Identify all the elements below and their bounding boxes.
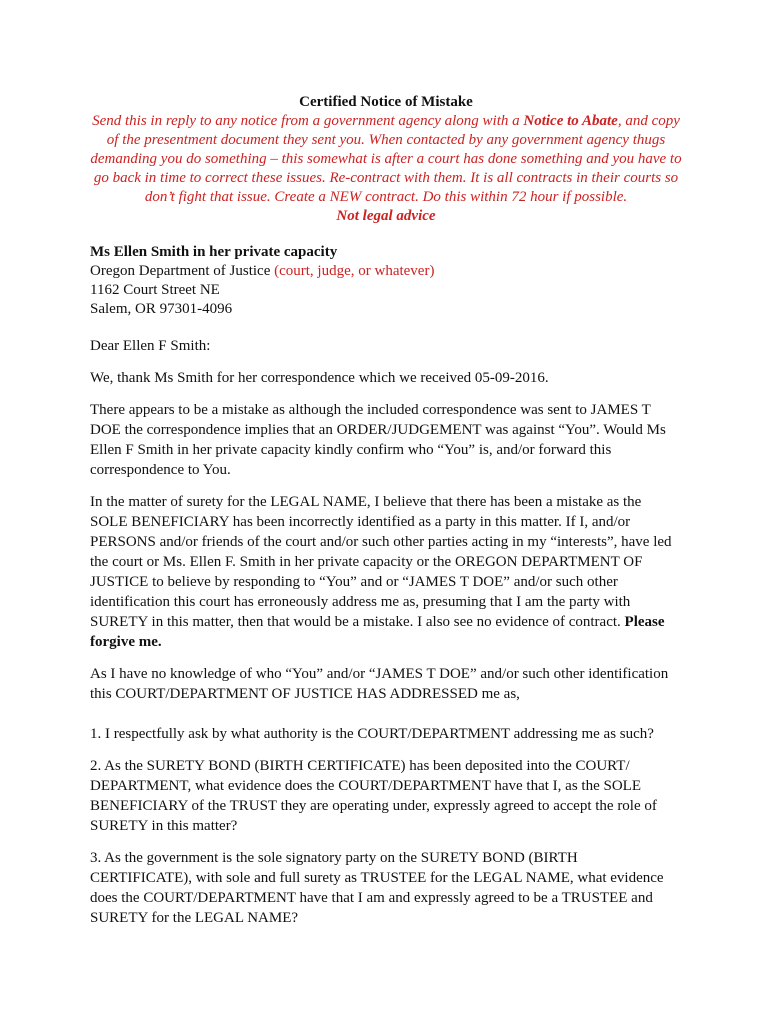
- salutation: Dear Ellen F Smith:: [90, 338, 211, 354]
- paragraph-3-text: In the matter of surety for the LEGAL NAME, I believe that there has been a mistake as the SOLE BENEFICIARY has been incorrectly identified as a party in this matter. If I, and/or PERSONS and/or friends of the court and/or such other parties acting in my “interests”, have led the court or Ms. Ellen F. Smith in her private capacity or the OREGON DEPARTMENT OF JUSTICE to believe by responding to “You” and or “JAMES T DOE” and/or such other identification this court has erroneously address me as, presuming that I am the party with SURETY in this matter, then that would be a mistake. I also see no evidence of contract.: [90, 494, 672, 630]
- recipient-name: Ms Ellen Smith in her private capacity: [90, 244, 338, 260]
- intro-bold: Notice to Abate: [523, 113, 618, 129]
- spacer: [90, 716, 682, 724]
- document-title: Certified Notice of Mistake: [299, 94, 473, 110]
- question-3: 3. As the government is the sole signatory party on the SURETY BOND (BIRTH CERTIFICATE), with sole and full surety as TRUSTEE for the LEGAL NAME, what evidence does the COURT/DEPARTMENT have that I am and expressly agreed to be a TRUSTEE and SURETY for the LEGAL NAME?: [90, 850, 664, 926]
- document-page: [90, 92, 682, 940]
- paragraph-4: As I have no knowledge of who “You” and/or “JAMES T DOE” and/or such other identification this COURT/DEPARTMENT OF JUSTICE HAS ADDRESSED me as,: [90, 666, 669, 702]
- recipient-address: [90, 242, 682, 319]
- paragraph-3-bold: Please forgive me.: [90, 614, 665, 650]
- disclaimer: Not legal advice: [336, 208, 436, 224]
- recipient-org-note: (court, judge, or whatever): [274, 263, 435, 279]
- paragraph-1: We, thank Ms Smith for her correspondence which we received 05-09-2016.: [90, 370, 549, 386]
- question-2: 2. As the SURETY BOND (BIRTH CERTIFICATE) has been deposited into the COURT/ DEPARTMENT, what evidence does the COURT/DEPARTMENT have that I, as the SOLE BENEFICIARY of the TRUST they are operating under, expressly agreed to accept the role of SURETY in this matter?: [90, 758, 657, 834]
- question-1: 1. I respectfully ask by what authority is the COURT/DEPARTMENT addressing me as such?: [90, 726, 654, 742]
- paragraph-2: There appears to be a mistake as although the included correspondence was sent to JAMES T DOE the correspondence implies that an ORDER/JUDGEMENT was against “You”. Would Ms Ellen F Smith in her private capacity kindly confirm who “You” is, and/or forward this correspondence to You.: [90, 402, 666, 478]
- recipient-org-line: [90, 262, 682, 281]
- intro-part2: , and copy of the presentment document they sent you. When contacted by any government agency thugs demanding you do something – this somewhat is after a court has done something and you have to go back in time to correct these issues. Re-contract with them. It is all contracts in their courts so don’t fight that issue. Create a NEW contract. Do this within 72 hour if possible.: [90, 113, 682, 205]
- recipient-org: Oregon Department of Justice: [90, 263, 275, 279]
- recipient-city: Salem, OR 97301-4096: [90, 301, 233, 317]
- recipient-street: 1162 Court Street NE: [90, 282, 220, 298]
- paragraph-3: [90, 492, 682, 652]
- intro-part1: Send this in reply to any notice from a government agency along with a: [92, 113, 524, 129]
- intro-note: [90, 112, 682, 207]
